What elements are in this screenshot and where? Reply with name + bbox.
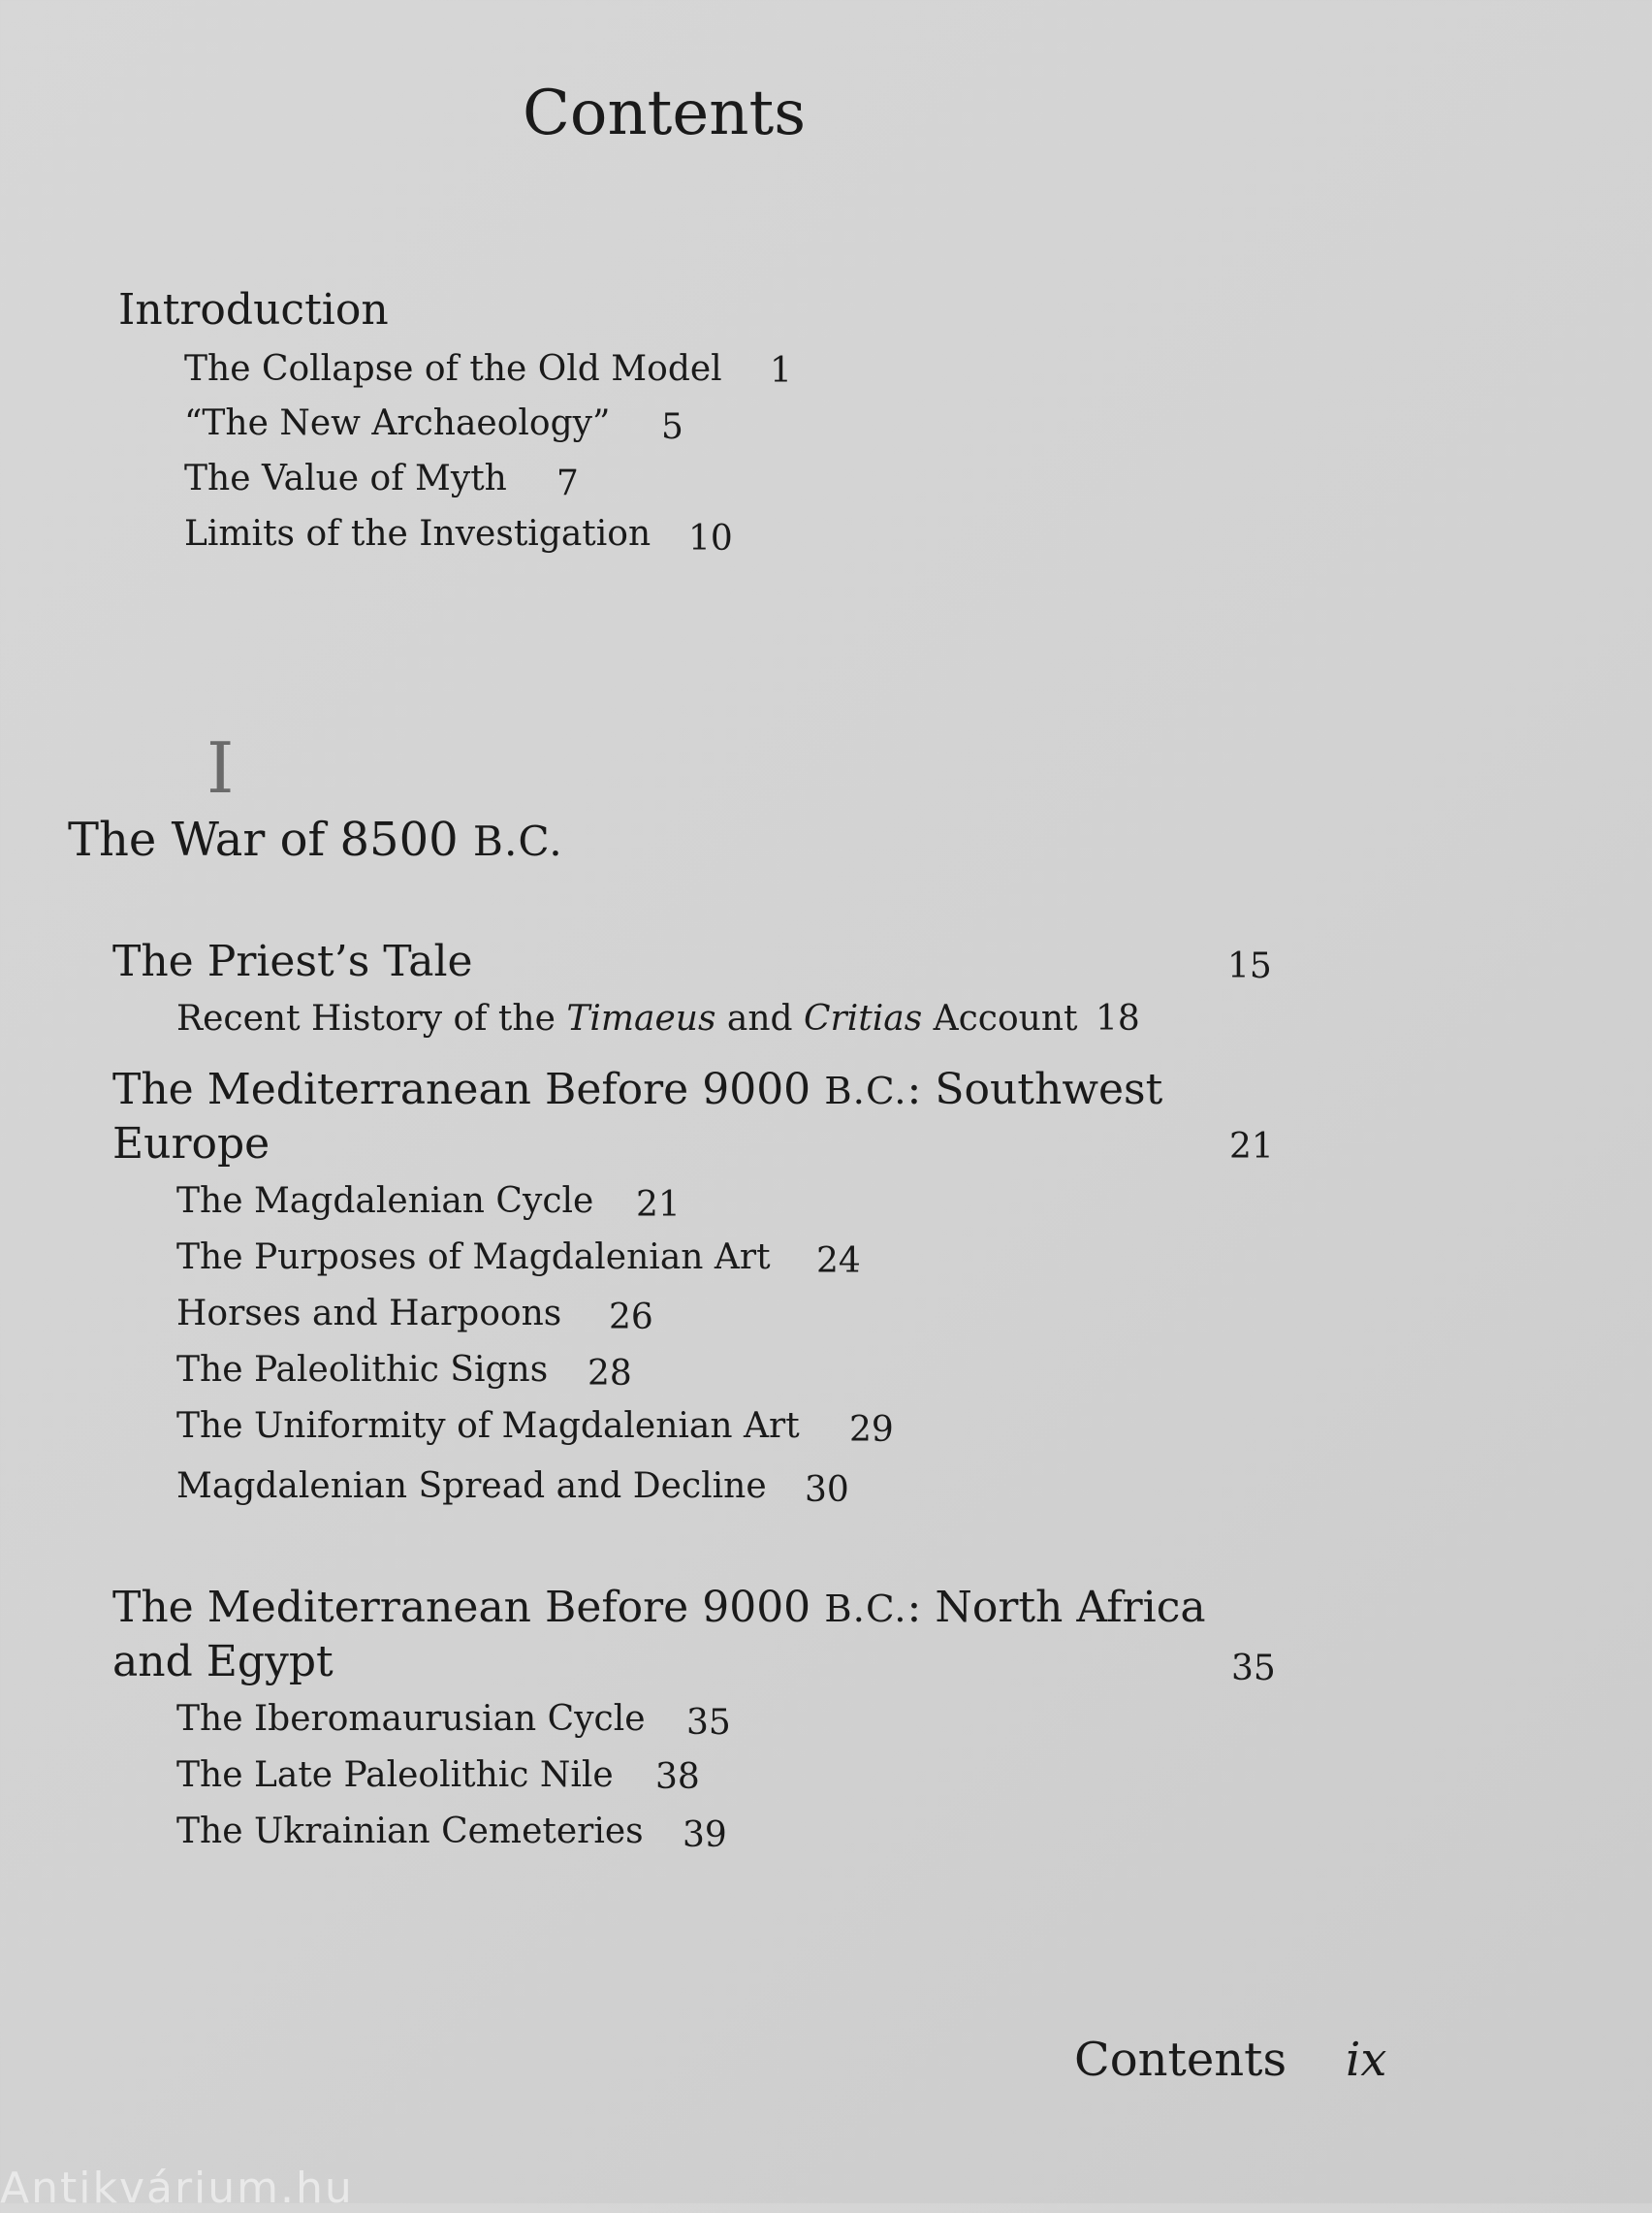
page-title: Contents [522,78,807,149]
chapter-title-era: B.C. [824,1588,907,1631]
toc-entry-page: 28 [588,1354,632,1394]
part-title-era: B.C. [472,818,563,865]
toc-entry-page: 7 [556,464,579,503]
running-footer-label: Contents [1074,2033,1287,2087]
part-title [68,813,563,867]
toc-entry: Horses and Harpoons [176,1294,562,1333]
toc-entry-page: 5 [661,407,683,447]
toc-entry [176,999,1077,1039]
chapter-title-text: The Mediterranean Before 9000 [112,1583,811,1632]
chapter-title-line2: and Egypt [112,1637,334,1686]
toc-entry: The Iberomaurusian Cycle [176,1699,646,1739]
section-text: and [715,999,805,1039]
toc-entry: The Ukrainian Cemeteries [176,1812,644,1851]
section-text: Recent History of the [176,999,567,1039]
toc-entry-page: 30 [805,1470,849,1510]
toc-entry [184,514,651,554]
toc-entry: The Late Paleolithic Nile [176,1755,614,1795]
toc-entry [184,459,507,498]
toc-entry-page: 21 [636,1185,681,1225]
chapter-page: 21 [1229,1127,1274,1167]
toc-entry-page: 35 [686,1703,731,1743]
part-number: I [206,727,235,809]
part-title-main: The War of 8500 [68,813,459,867]
chapter-title [112,1063,1162,1119]
work-title-critias: Critias [804,999,923,1039]
chapter-title-text: : North Africa [906,1583,1206,1632]
toc-entry [184,349,722,389]
toc-entry-page: 1 [770,351,792,391]
toc-entry-page: 26 [609,1298,653,1337]
section-text: Account [922,999,1078,1039]
watermark: Antikvárium.hu [0,2164,354,2213]
chapter-title-text: : Southwest [906,1065,1163,1114]
chapter-title: The Priest’s Tale [112,937,473,986]
toc-entry: The Uniformity of Magdalenian Art [176,1406,800,1446]
chapter-title-text: The Mediterranean Before 9000 [112,1065,811,1114]
toc-entry-page: 24 [816,1241,861,1281]
toc-entry: The Purposes of Magdalenian Art [176,1237,771,1277]
chapter-title-era: B.C. [824,1070,907,1113]
running-footer-page: ix [1346,2033,1387,2087]
toc-entry-page: 38 [655,1757,700,1797]
toc-entry-label: “The New Archaeology” [184,403,611,443]
toc-entry-page: 29 [849,1410,894,1450]
toc-entry-page: 18 [1096,999,1140,1039]
toc-entry: Magdalenian Spread and Decline [176,1466,767,1506]
chapter-title-line2: Europe [112,1119,270,1169]
toc-entry-label: The Value of Myth [184,459,507,498]
work-title-timaeus: Timaeus [566,999,716,1039]
toc-entry-page: 10 [688,519,733,559]
toc-entry-label: Limits of the Investigation [184,514,651,554]
toc-entry [184,403,610,443]
toc-entry-page: 39 [683,1815,727,1855]
chapter-page: 35 [1231,1649,1276,1688]
chapter-page: 15 [1227,946,1272,986]
toc-entry: The Paleolithic Signs [176,1350,549,1390]
introduction-heading: Introduction [118,285,389,335]
toc-entry: The Magdalenian Cycle [176,1181,594,1221]
toc-entry-label: The Collapse of the Old Model [184,349,722,389]
chapter-title [112,1581,1206,1637]
